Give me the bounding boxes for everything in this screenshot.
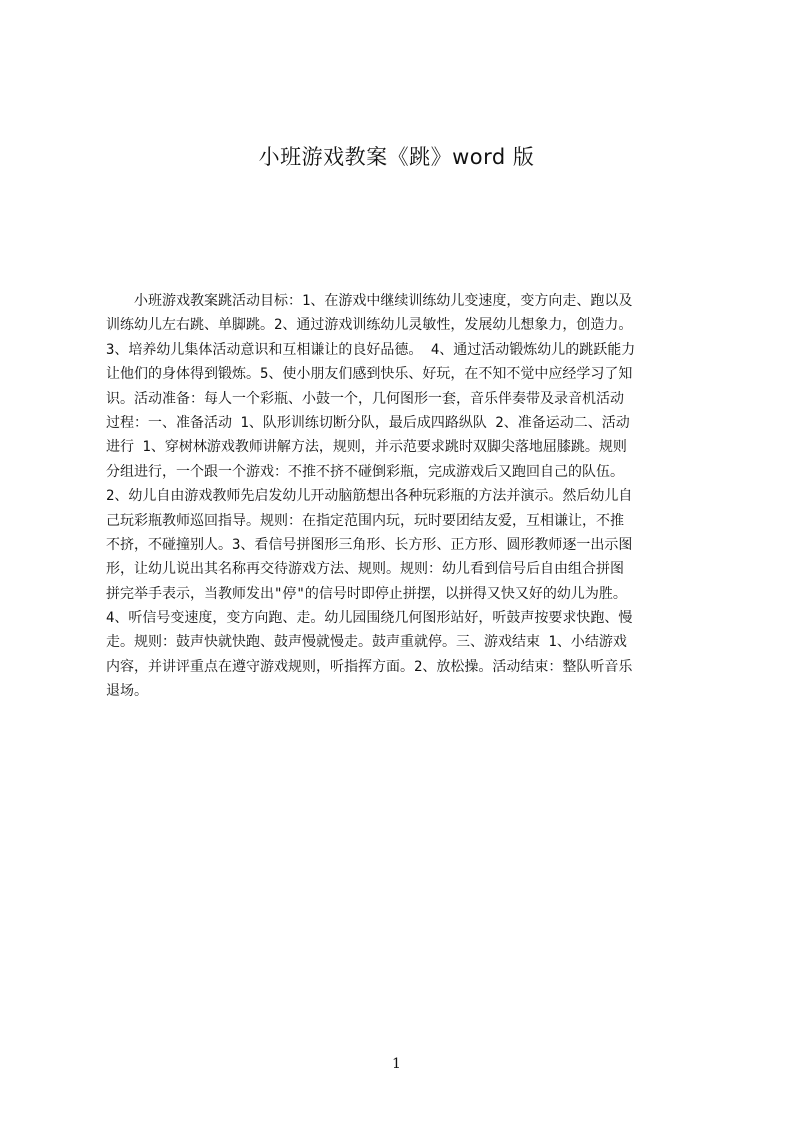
body-line: 小班游戏教案跳活动目标：1、在游戏中继续训练幼儿变速度，变方向走、跑以及 (134, 293, 633, 309)
body-line: 3、培养幼儿集体活动意识和互相谦让的良好品德。 4、通过活动锻炼幼儿的跳跃能力 (106, 341, 636, 358)
body-line: 识。活动准备：每人一个彩瓶、小鼓一个，几何图形一套，音乐伴奏带及录音机活动 (106, 390, 624, 407)
body-line: 不挤，不碰撞别人。3、看信号拼图形三角形、长方形、正方形、圆形教师逐一出示图 (106, 536, 633, 553)
body-line: 形，让幼儿说出其名称再交待游戏方法、规则。规则：幼儿看到信号后自由组合拼图 (106, 561, 624, 578)
body-line: 走。规则：鼓声快就快跑、鼓声慢就慢走。鼓声重就停。三、游戏结束 1、小结游戏 (106, 634, 627, 651)
body-line: 让他们的身体得到锻炼。5、使小朋友们感到快乐、好玩，在不知不觉中应经学习了知 (106, 366, 633, 383)
page-number: 1 (392, 1056, 401, 1072)
body-line: 拼完举手表示，当教师发出"停"的信号时即停止拼摆，以拼得又快又好的幼儿为胜。 (106, 585, 627, 602)
document-title: 小班游戏教案《跳》word 版 (258, 145, 535, 169)
body-line: 己玩彩瓶教师巡回指导。规则：在指定范围内玩，玩时要团结友爱，互相谦让，不推 (106, 512, 624, 529)
document-body (106, 289, 708, 704)
body-line: 4、听信号变速度，变方向跑、走。幼儿园围绕几何图形站好，听鼓声按要求快跑、慢 (106, 610, 633, 627)
body-line: 2、幼儿自由游戏教师先启发幼儿开动脑筋想出各种玩彩瓶的方法并演示。然后幼儿自 (106, 488, 633, 505)
body-line: 退场。 (106, 683, 148, 700)
body-line: 过程：一、准备活动 1、队形训练切断分队，最后成四路纵队 2、准备运动二、活动 (106, 414, 630, 431)
body-line: 内容，并讲评重点在遵守游戏规则，听指挥方面。2、放松操。活动结束：整队听音乐 (106, 658, 633, 675)
body-line: 进行 1、穿树林游戏教师讲解方法，规则，并示范要求跳时双脚尖落地屈膝跳。规则 (106, 439, 627, 456)
body-line: 分组进行，一个跟一个游戏：不推不挤不碰倒彩瓶，完成游戏后又跑回自己的队伍。 (106, 463, 624, 480)
body-line: 训练幼儿左右跳、单脚跳。2、通过游戏训练幼儿灵敏性，发展幼儿想象力，创造力。 (106, 317, 633, 334)
